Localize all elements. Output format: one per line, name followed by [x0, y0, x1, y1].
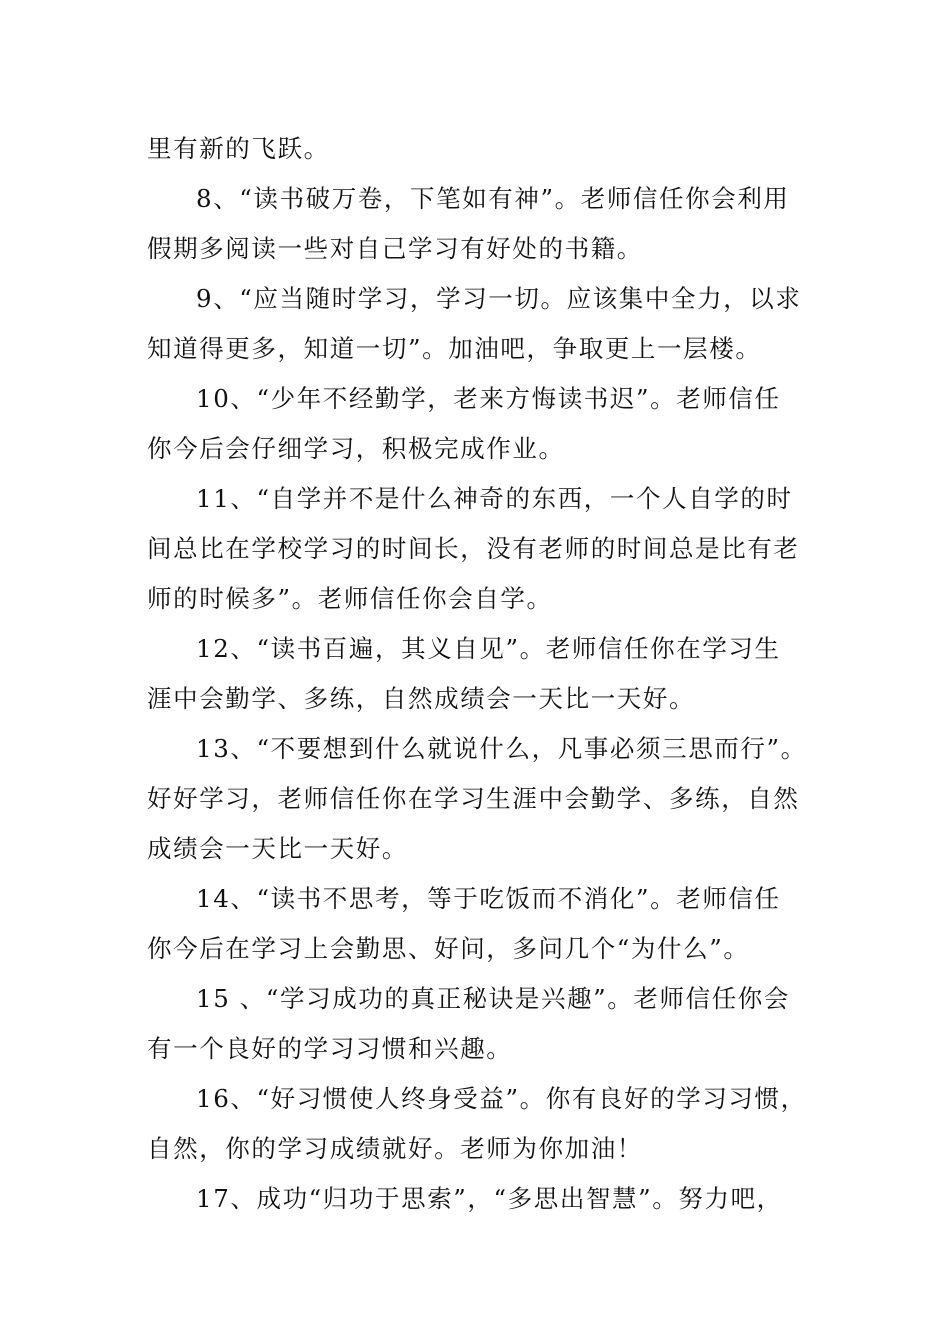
- text-line: 师的时候多”。老师信任你会自学。: [147, 584, 553, 613]
- text-line: 好好学习，老师信任你在学习生涯中会勤学、多练，自然: [147, 784, 800, 813]
- text-line: 16、“好习惯使人终身受益”。你有良好的学习习惯，: [196, 1084, 807, 1113]
- text-line: 间总比在学校学习的时间长，没有老师的时间总是比有老: [147, 534, 800, 563]
- text-line: 你今后在学习上会勤思、好问，多问几个“为什么”。: [147, 934, 750, 963]
- text-line: 13、“不要想到什么就说什么，凡事必须三思而行”。: [196, 734, 807, 763]
- text-line: 涯中会勤学、多练，自然成绩会一天比一天好。: [147, 684, 696, 713]
- text-line: 10、“少年不经勤学，老来方悔读书迟”。老师信任: [196, 384, 781, 413]
- text-line: 12、“读书百遍，其义自见”。老师信任你在学习生: [196, 634, 781, 663]
- text-line: 11、“自学并不是什么神奇的东西，一个人自学的时: [196, 484, 793, 513]
- text-line: 14、“读书不思考，等于吃饭而不消化”。老师信任: [196, 884, 781, 913]
- text-line: 你今后会仔细学习，积极完成作业。: [147, 434, 565, 463]
- text-line: 自然，你的学习成绩就好。老师为你加油！: [147, 1134, 643, 1163]
- text-line: 17、成功“归功于思索”，“多思出智慧”。努力吧，: [196, 1184, 783, 1213]
- text-line: 假期多阅读一些对自己学习有好处的书籍。: [147, 234, 643, 263]
- text-line: 里有新的飞跃。: [147, 134, 330, 163]
- text-line: 15 、“学习成功的真正秘诀是兴趣”。老师信任你会: [196, 984, 791, 1013]
- text-line: 9、“应当随时学习，学习一切。应该集中全力，以求: [196, 284, 802, 313]
- text-line: 有一个良好的学习习惯和兴趣。: [147, 1034, 513, 1063]
- text-line: 8、“读书破万卷，下笔如有神”。老师信任你会利用: [196, 184, 790, 213]
- text-line: 成绩会一天比一天好。: [147, 834, 408, 863]
- text-line: 知道得更多，知道一切”。加油吧，争取更上一层楼。: [147, 334, 762, 363]
